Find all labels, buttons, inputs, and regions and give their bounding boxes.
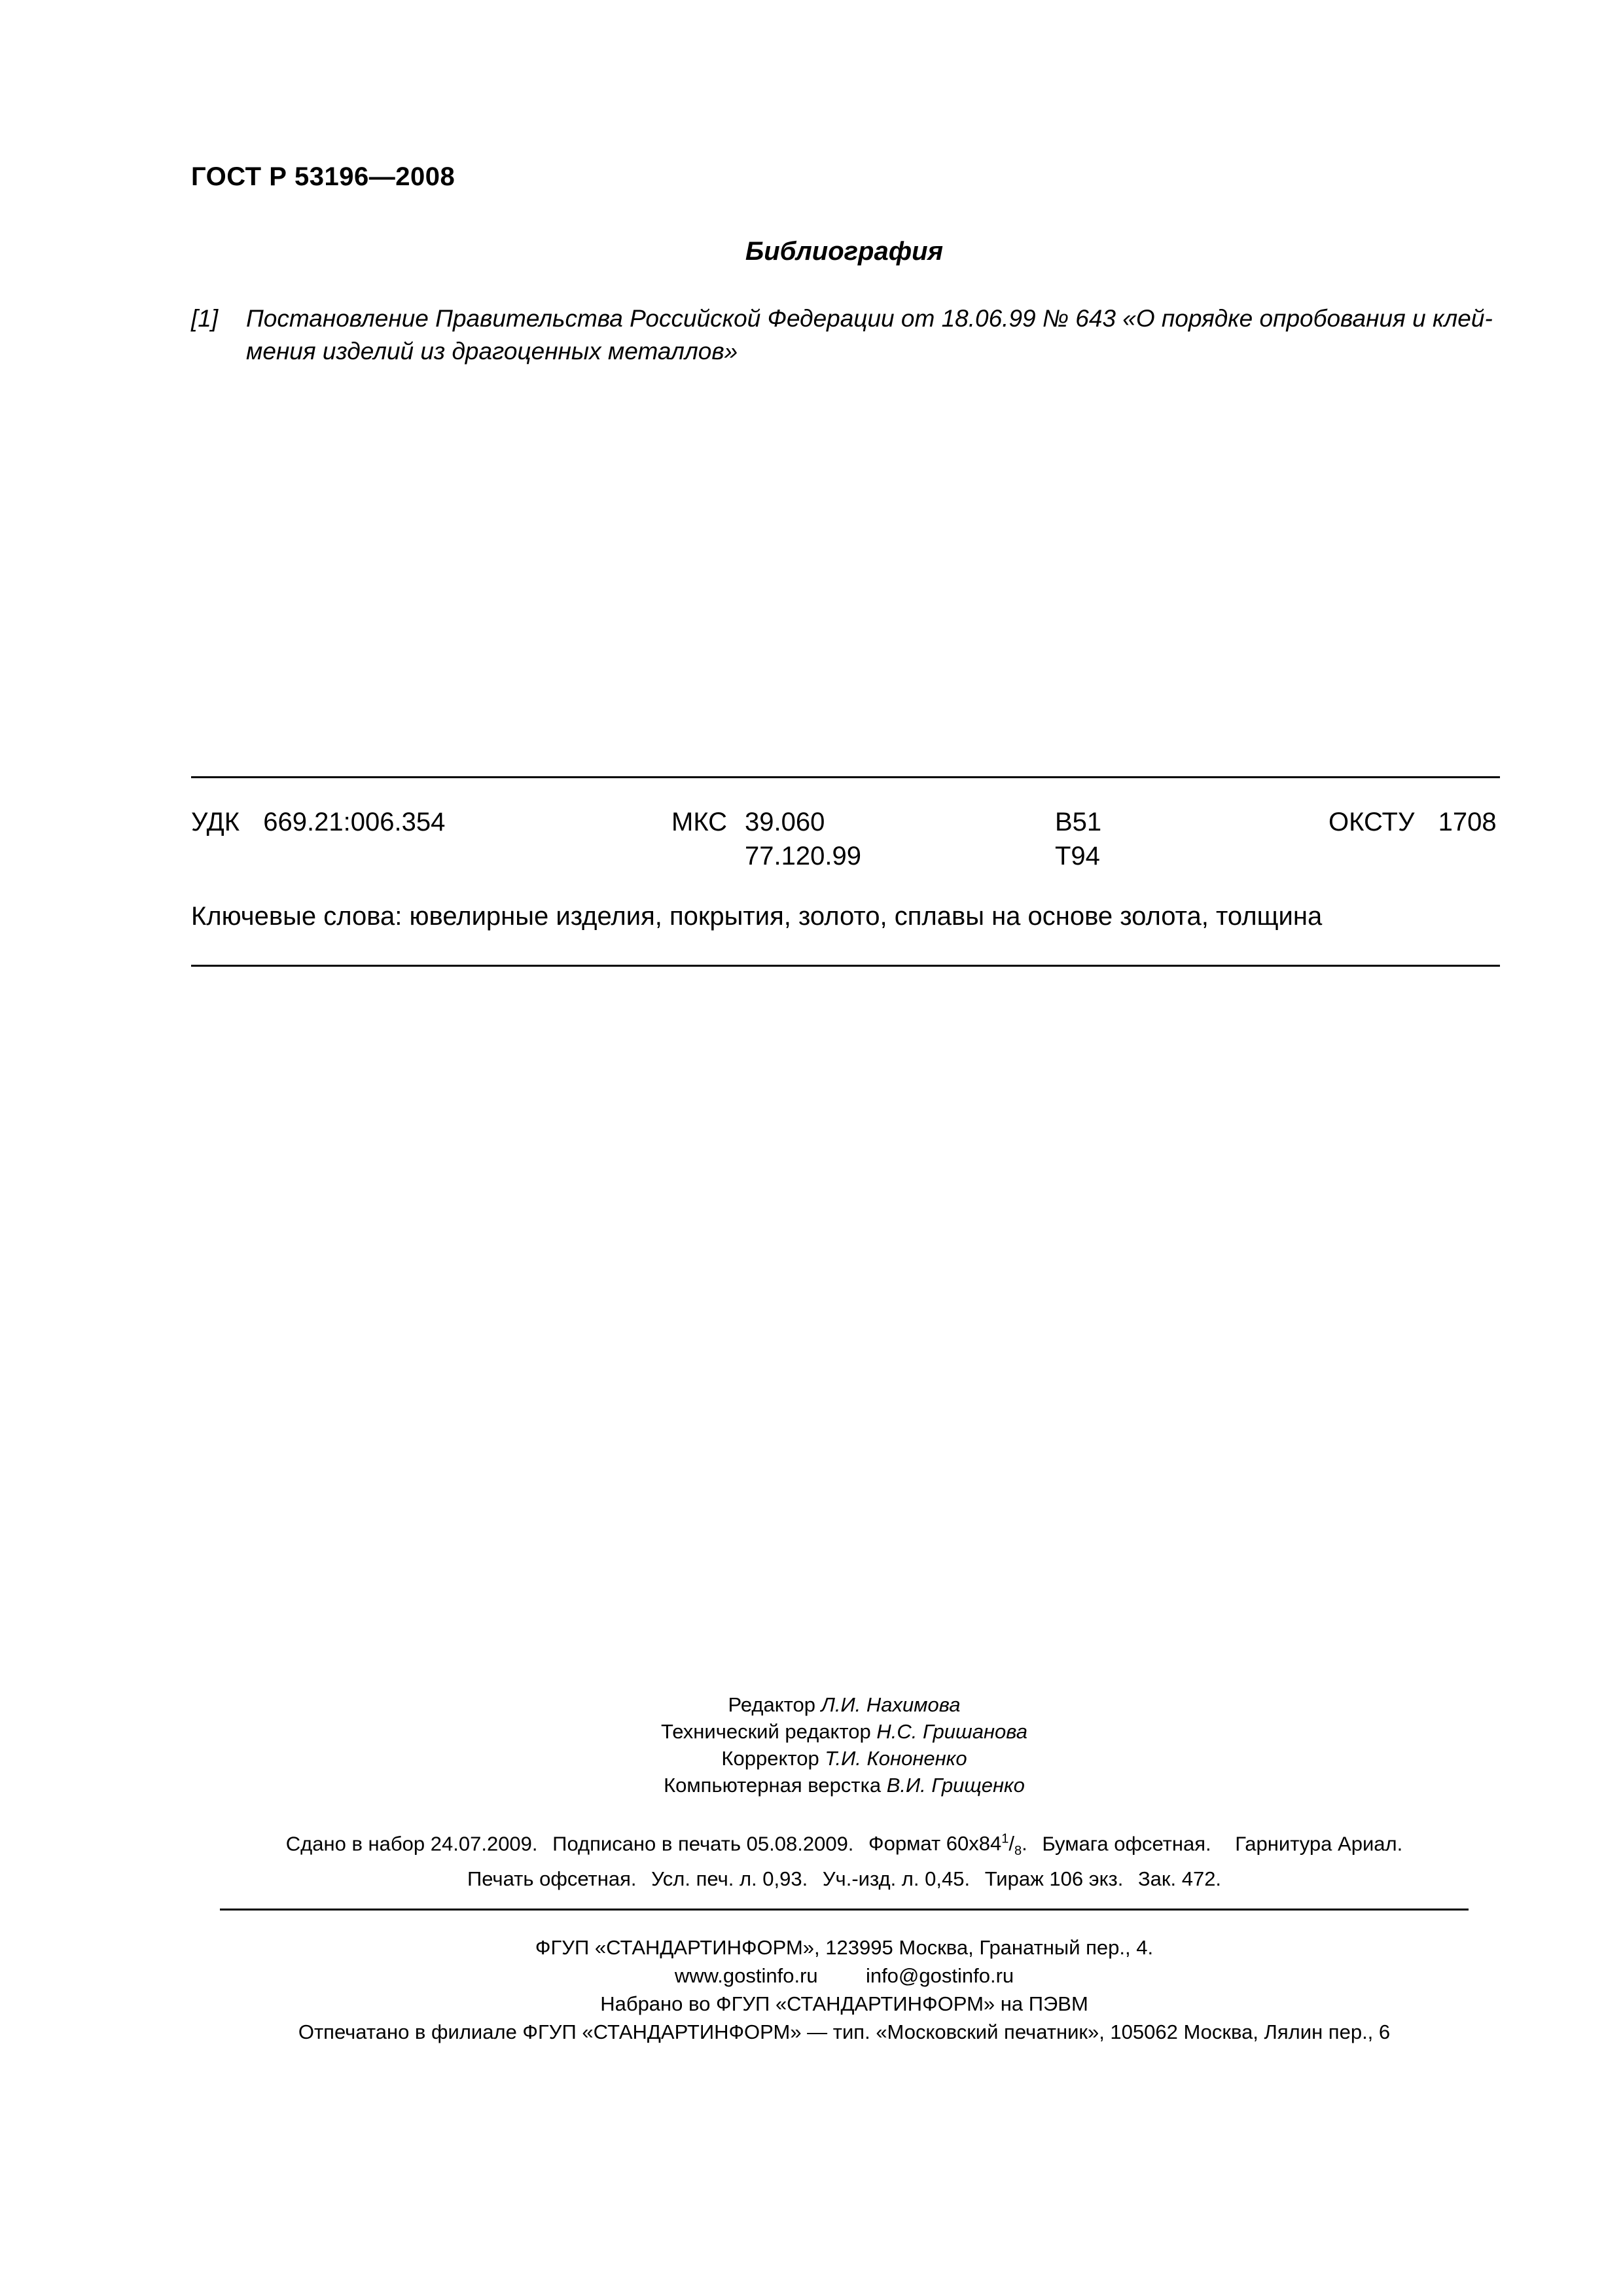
publisher-printed: Отпечатано в филиале ФГУП «СТАНДАРТИНФОРМ» — тип. «Московский печатник», 105062 Москва, Лялин пер., 6 <box>298 2020 1391 2043</box>
credit-role: Корректор <box>721 1747 819 1770</box>
credit-name: Н.С. Гришанова <box>876 1720 1027 1743</box>
imprint-format: Формат $60x84^1/_8$. <box>868 1832 1027 1859</box>
imprint-print-type: Печать офсетная. <box>467 1867 637 1890</box>
credit-name: В.И. Грищенко <box>886 1774 1025 1797</box>
credit-role: Редактор <box>728 1693 815 1716</box>
credit-line <box>0 1772 1623 1799</box>
bibliography-entry-line: Постановление Правительства Российской Федерации от 18.06.99 № 643 «О порядке опробования и клей- <box>246 305 1493 332</box>
okstu-code <box>1329 805 1497 839</box>
imprint-line-2 <box>0 1865 1623 1892</box>
publisher-website: www.gostinfo.ru <box>674 1964 818 1987</box>
document-code: ГОСТ Р 53196—2008 <box>191 162 455 191</box>
imprint-submitted: Сдано в набор 24.07.2009. <box>285 1832 538 1856</box>
credit-name: Л.И. Нахимова <box>821 1693 961 1716</box>
publisher <box>0 1933 1623 2046</box>
imprint-typeface: Гарнитура Ариал. <box>1235 1832 1403 1856</box>
classifier-code: Т94 <box>1055 842 1100 870</box>
classifier-code: В51 <box>1055 808 1102 836</box>
mks-value: 77.120.99 <box>745 842 861 870</box>
imprint-paper: Бумага офсетная. <box>1042 1832 1211 1856</box>
bibliography-entry-text <box>246 302 1500 368</box>
credit-role: Технический редактор <box>661 1720 871 1743</box>
imprint-sheets: Усл. печ. л. 0,93. <box>651 1867 808 1890</box>
imprint-circulation: Тираж 106 экз. <box>984 1867 1124 1890</box>
classifier-codes <box>1055 805 1101 873</box>
bibliography-entry-line: мения изделий из драгоценных металлов» <box>246 338 738 365</box>
imprint <box>0 1826 1623 1892</box>
imprint-order: Зак. 472. <box>1137 1867 1222 1890</box>
imprint-pub-sheets: Уч.-изд. л. 0,45. <box>822 1867 971 1890</box>
credit-line <box>0 1745 1623 1772</box>
publisher-email: info@gostinfo.ru <box>865 1964 1014 1987</box>
imprint-line-1 <box>0 1826 1623 1865</box>
okstu-label: ОКСТУ <box>1329 808 1415 836</box>
credit-name: Т.И. Кононенко <box>825 1747 967 1770</box>
okstu-value: 1708 <box>1438 808 1497 836</box>
mks-value: 39.060 <box>745 808 825 836</box>
credit-line <box>0 1691 1623 1718</box>
credits <box>0 1691 1623 1799</box>
divider-top <box>191 776 1500 778</box>
divider-bottom <box>191 965 1500 967</box>
publisher-address: ФГУП «СТАНДАРТИНФОРМ», 123995 Москва, Гранатный пер., 4. <box>535 1936 1154 1959</box>
divider-imprint <box>220 1909 1469 1910</box>
udk-code <box>191 805 445 839</box>
credit-line <box>0 1718 1623 1745</box>
mks-values <box>745 805 861 873</box>
keywords: Ключевые слова: ювелирные изделия, покрытия, золото, сплавы на основе золота, толщина <box>191 902 1323 931</box>
imprint-signed: Подписано в печать 05.08.2009. <box>552 1832 854 1856</box>
publisher-contacts <box>0 1962 1623 1990</box>
bibliography-title: Библиография <box>745 237 944 266</box>
publisher-typeset: Набрано во ФГУП «СТАНДАРТИНФОРМ» на ПЭВМ <box>600 1992 1088 2015</box>
credit-role: Компьютерная верстка <box>664 1774 882 1797</box>
udk-label: УДК <box>191 808 240 836</box>
bibliography-entry-number: [1] <box>191 305 219 332</box>
mks-label: МКС <box>671 808 728 836</box>
udk-value: 669.21:006.354 <box>263 808 446 836</box>
